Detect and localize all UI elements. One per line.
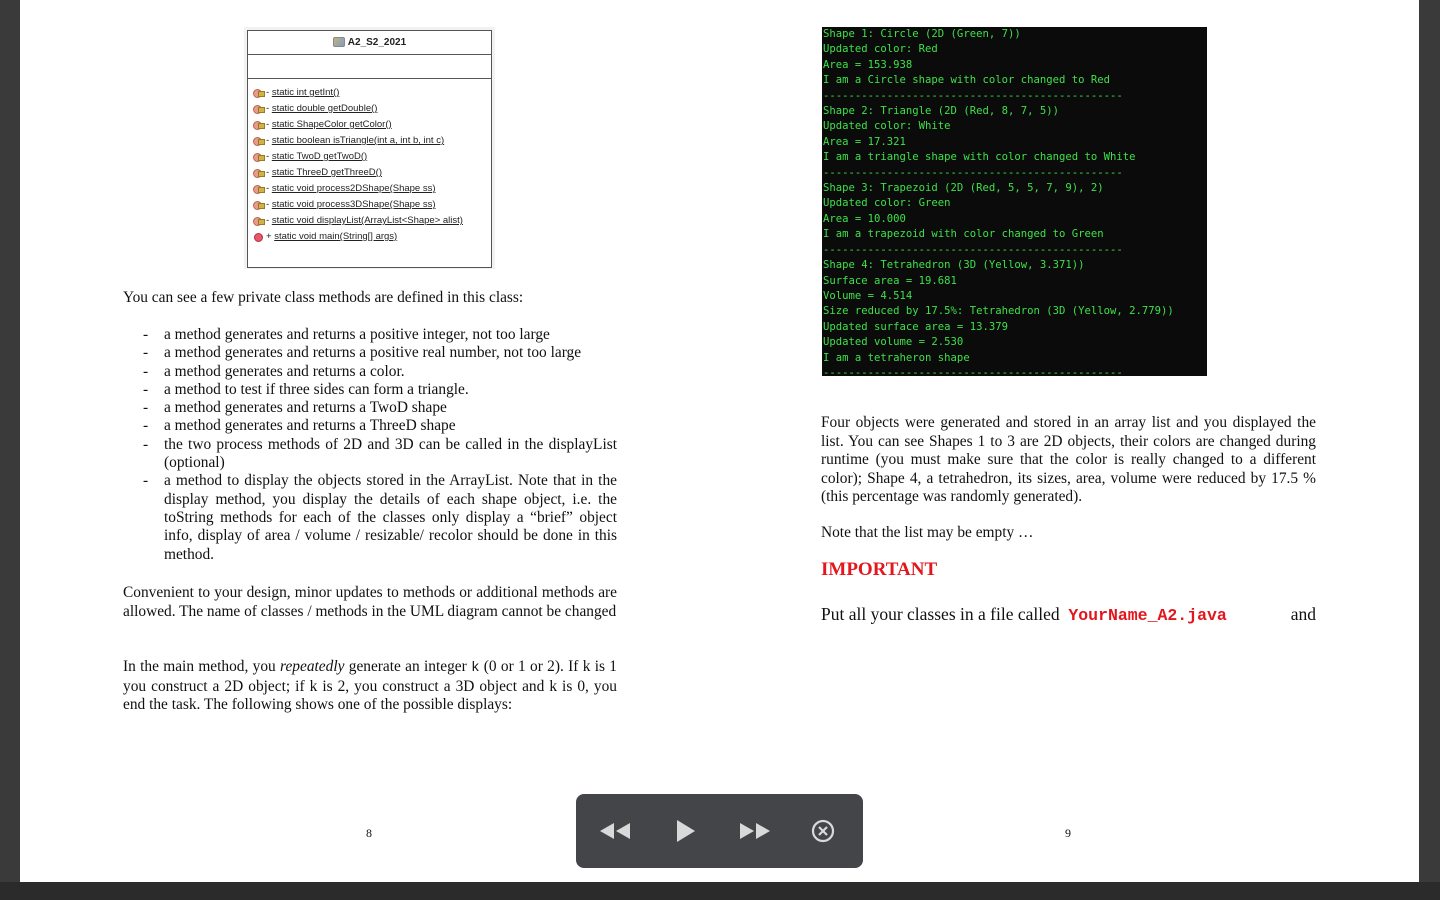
fast-forward-icon [738,816,772,846]
console-line: Shape 1: Circle (2D (Green, 7)) [823,28,1021,40]
list-item: - a method to display the objects stored in the ArrayList. Note that in the display method, you display the details of each shape object, i.e. the toString methods for each of the classes only display a “brief” object info, display of area / volume / resizable/ recolor should be done in this method. [143,472,617,563]
uml-method-signature: static int getInt() [271,87,340,98]
fast-forward-button[interactable] [738,816,772,846]
uml-method-signature: static boolean isTriangle(int a, int b, int c) [271,135,445,146]
uml-method-row [248,117,491,133]
list-item: - a method generates and returns a positive real number, not too large [143,344,617,362]
console-line: Shape 4: Tetrahedron (3D (Yellow, 3.371)) [823,259,1085,272]
list-item: - a method generates and returns a ThreeD shape [143,417,617,435]
private-method-icon [253,168,264,177]
rewind-icon [598,816,632,846]
uml-methods-section [248,79,491,245]
rewind-button[interactable] [598,816,632,846]
uml-method-row [248,85,491,101]
list-item: - a method generates and returns a TwoD shape [143,399,617,417]
console-line: I am a tetraheron shape [823,351,970,364]
uml-method-visibility: - [266,215,270,226]
uml-method-row [248,149,491,165]
uml-attributes-section [248,55,491,79]
console-line: I am a triangle shape with color changed to White [823,151,1136,164]
console-line: I am a Circle shape with color changed to Red [823,74,1111,87]
console-line: Area = 153.938 [823,58,913,71]
console-line: Area = 17.321 [823,135,906,148]
empty-list-note: Note that the list may be empty … [821,524,1034,541]
private-method-icon [253,184,264,193]
file-name-code: YourName_A2.java [1068,606,1227,625]
uml-method-row [248,197,491,213]
uml-method-visibility: - [266,135,270,146]
play-button[interactable] [673,816,697,846]
intro-paragraph: You can see a few private class methods are defined in this class: [123,289,524,306]
viewer-bottom-strip [0,882,1440,900]
uml-method-visibility: + [266,231,272,242]
console-line: Surface area = 19.681 [823,274,957,287]
private-method-icon [253,152,264,161]
uml-method-visibility: - [266,151,270,162]
private-method-icon [253,88,264,97]
uml-method-visibility: - [266,183,270,194]
list-item: - a method generates and returns a positive integer, not too large [143,326,617,344]
uml-method-row [248,101,491,117]
list-item: - a method generates and returns a color. [143,363,617,381]
private-method-icon [253,136,264,145]
console-separator: ----------------------------------------------- [823,89,1123,102]
uml-method-visibility: - [266,103,270,114]
uml-method-row [248,213,491,229]
class-icon [333,37,345,47]
console-line: Updated color: White [823,120,951,133]
console-line: Updated volume = 2.530 [823,336,964,349]
console-line: I am a trapezoid with color changed to Green [823,228,1104,241]
uml-method-signature: static void displayList(ArrayList<Shape> alist) [271,215,463,226]
uml-method-signature: static double getDouble() [271,103,378,114]
close-circle-icon [810,816,836,846]
uml-class-title: A2_S2_2021 [248,31,491,55]
presentation-controls [576,794,863,868]
objects-paragraph: Four objects were generated and stored in an array list and you displayed the list. You can see Shapes 1 to 3 are 2D objects, their colors are changed during runtime (you must make sure that the color is really changed to a different color); Shape 4, a tetrahedron, its sizes, area, volume were reduced by 17.5 % (this percentage was randomly generated). [821,414,1316,505]
uml-method-row [248,133,491,149]
uml-method-row [248,181,491,197]
uml-method-signature: static void process2DShape(Shape ss) [271,183,436,194]
page-number-right: 9 [1065,826,1071,840]
private-method-icon [253,216,264,225]
list-item: - the two process methods of 2D and 3D can be called in the displayList (optional) [143,436,617,473]
public-method-icon [253,232,264,241]
uml-method-row [248,165,491,181]
uml-method-signature: static ShapeColor getColor() [271,119,392,130]
uml-method-signature: static void main(String[] args) [274,231,398,242]
uml-method-signature: static void process3DShape(Shape ss) [271,199,436,210]
console-line: Updated color: Red [823,43,938,56]
uml-method-visibility: - [266,119,270,130]
file-name-paragraph: Put all your classes in a file called YourName_A2.java and [821,604,1316,625]
console-separator: ----------------------------------------------- [823,166,1123,179]
console-separator: ----------------------------------------------- [823,366,1123,376]
list-item: - a method to test if three sides can form a triangle. [143,381,617,399]
method-bullet-list [143,326,617,564]
console-output [822,27,1207,376]
console-line: Size reduced by 17.5%: Tetrahedron (3D (Yellow, 2.779)) [823,305,1174,318]
uml-method-row [248,229,491,245]
uml-method-signature: static ThreeD getThreeD() [271,167,382,178]
uml-method-visibility: - [266,167,270,178]
play-icon [673,816,697,846]
console-line: Shape 3: Trapezoid (2D (Red, 5, 5, 7, 9), 2) [823,182,1104,195]
uml-class-diagram [247,30,492,268]
page-number-left: 8 [366,826,372,840]
console-line: Updated surface area = 13.379 [823,320,1008,333]
design-paragraph: Convenient to your design, minor updates to methods or additional methods are allowed. The name of classes / methods in the UML diagram cannot be changed [123,584,617,620]
close-button[interactable] [810,816,836,846]
console-separator: ----------------------------------------------- [823,243,1123,256]
private-method-icon [253,120,264,129]
important-heading: IMPORTANT [821,559,938,580]
console-line: Updated color: Green [823,197,951,210]
console-line: Volume = 4.514 [823,289,913,302]
private-method-icon [253,200,264,209]
main-method-paragraph: In the main method, you repeatedly generate an integer k (0 or 1 or 2). If k is 1 you construct a 2D object; if k is 2, you construct a 3D object and k is 0, you end the task. The following shows one of the possible displays: [123,658,617,713]
uml-method-visibility: - [266,199,270,210]
uml-method-signature: static TwoD getTwoD() [271,151,368,162]
uml-method-visibility: - [266,87,270,98]
console-line: Area = 10.000 [823,212,906,225]
console-line: Shape 2: Triangle (2D (Red, 8, 7, 5)) [823,105,1059,118]
private-method-icon [253,104,264,113]
